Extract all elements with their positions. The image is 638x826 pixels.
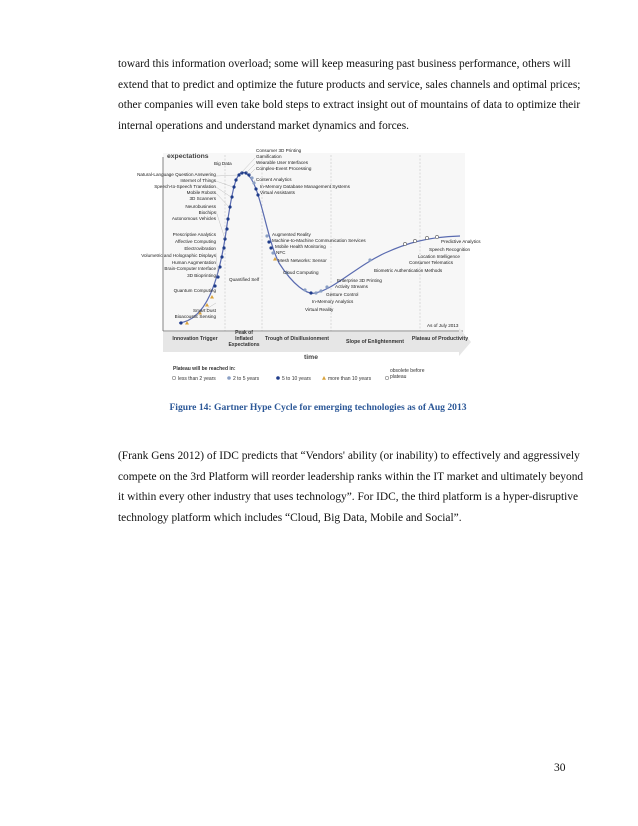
legend-obsolete-wrap	[390, 368, 436, 386]
tech-label: Machine-to-Machine Communication Services	[272, 238, 366, 243]
legend-item: obsolete before plateau	[390, 368, 425, 380]
phase-label: Plateau of Productivity	[411, 336, 469, 342]
phase-label: Peak of Inflated Expectations	[228, 330, 260, 348]
tech-label: Mesh Networks: Sensor	[278, 258, 327, 263]
phase-band	[163, 332, 459, 352]
tech-label: Cloud Computing	[283, 270, 319, 275]
tech-label: 3D Bioprinting	[187, 273, 216, 278]
tech-label: Quantified Self	[229, 277, 260, 282]
tech-label: Speech-to-Speech Translation	[154, 184, 216, 189]
tech-label: Gamification	[256, 154, 282, 159]
tech-label: Autonomous Vehicles	[171, 216, 216, 221]
tech-label: Electrovibration	[184, 246, 216, 251]
tech-label: Biochips	[198, 210, 216, 215]
tech-label: 3D Scanners	[189, 196, 216, 201]
tech-label: Gesture Control	[326, 292, 359, 297]
phase-label: Trough of Disillusionment	[265, 336, 329, 342]
tech-label: Location Intelligence	[418, 254, 460, 259]
tech-label: Complex-Event Processing	[256, 166, 312, 171]
legend-item: more than 10 years	[328, 376, 372, 382]
tech-label: Smart Dust	[193, 308, 216, 313]
legend-marker-2to5	[227, 376, 231, 380]
x-axis-label: time	[304, 354, 318, 361]
tech-label: In-Memory Database Management Systems	[260, 184, 350, 189]
legend-marker-lt2	[172, 376, 176, 380]
as-of-label: As of July 2013	[427, 323, 459, 328]
tech-label: Neurobusiness	[185, 204, 216, 209]
tech-label: Internet of Things	[180, 178, 216, 183]
phase-label-peak	[226, 330, 262, 354]
tech-label: Wearable User Interfaces	[256, 160, 309, 165]
phase-label: Innovation Trigger	[172, 336, 218, 342]
tech-label: Natural-Language Question Answering	[137, 172, 216, 177]
legend-item: 5 to 10 years	[282, 376, 311, 382]
tech-label: Virtual Assistants	[260, 190, 295, 195]
legend-marker-5to10	[276, 376, 280, 380]
tech-label: Brain-Computer Interface	[164, 266, 216, 271]
figure-caption: Figure 14: Gartner Hype Cycle for emerging technologies as of Aug 2013	[169, 402, 467, 413]
tech-label: Speech Recognition	[429, 247, 471, 252]
tech-label: Prescriptive Analytics	[172, 232, 216, 237]
body-paragraph-2: (Frank Gens 2012) of IDC predicts that “Vendors' ability (or inability) to effectively and aggressively compete on the 3rd Platform will reorder leadership ranks within the IT market and ultimately beyond it within every other industry that uses technology”. For IDC, the third platform is a hyper-disruptive technology platform which includes “Cloud, Big Data, Mobile and Social”.	[118, 450, 584, 524]
legend-item: 2 to 5 years	[233, 376, 260, 382]
tech-label: Consumer Telematics	[409, 260, 454, 265]
tech-label: NFC	[276, 250, 286, 255]
tech-label: Mobile Health Monitoring	[275, 244, 326, 249]
tech-label: Bioacoustic Sensing	[174, 314, 216, 319]
phase-label: Slope of Enlightenment	[346, 339, 404, 345]
tech-label: Quantum Computing	[173, 288, 216, 293]
legend-title: Plateau will be reached in:	[173, 366, 236, 372]
tech-label: Enterprise 3D Printing	[337, 278, 382, 283]
tech-label: Augmented Reality	[272, 232, 311, 237]
tech-label: Mobile Robots	[186, 190, 216, 195]
tech-label: Affective Computing	[174, 239, 216, 244]
tech-label: In-Memory Analytics	[312, 299, 354, 304]
tech-label: Volumetric and Holographic Displays	[141, 253, 216, 258]
tech-label: Activity Streams	[335, 284, 368, 289]
page-number: 30	[554, 762, 566, 774]
tech-label: Human Augmentation	[171, 260, 216, 265]
legend-item: less than 2 years	[178, 376, 216, 382]
hype-cycle-figure	[115, 145, 481, 390]
tech-label: Biometric Authentication Methods	[374, 268, 443, 273]
legend-marker-obsolete	[385, 376, 389, 380]
tech-label: Virtual Reality	[305, 307, 334, 312]
tech-label: Consumer 3D Printing	[256, 148, 302, 153]
body-paragraph-1: toward this information overload; some will keep measuring past business performance, others will extend that to predict and optimize the future products and service, sales channels and optimal prices; other companies will even take bold steps to extract insight out of mountains of data to optimize their internal operations and understand market dynamics and forces.	[118, 58, 581, 132]
tech-label: Predictive Analytics	[441, 239, 481, 244]
tech-label: Content Analytics	[256, 177, 292, 182]
y-axis-label: expectations	[167, 153, 209, 160]
tech-label: Big Data	[214, 161, 232, 166]
